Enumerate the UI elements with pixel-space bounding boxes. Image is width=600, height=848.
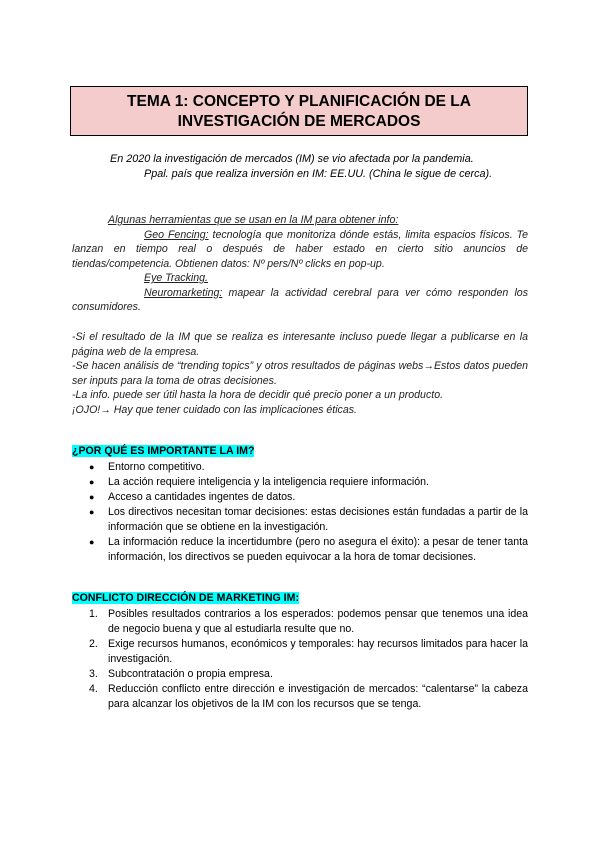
intro-line-2: Ppal. país que realiza inversión en IM: EE.UU. (China le sigue de cerca). [144,168,493,180]
title-line-1: TEMA 1: CONCEPTO Y PLANIFICACIÓN DE LA [127,93,471,110]
list-item-number: 4. [89,683,98,695]
bullet-icon: ● [89,537,95,547]
list-item-text: La información reduce la incertidumbre (pero no asegura el éxito): a pesar de tener tanta información, los directivos se pueden equivocar a la hora de tomar decisiones. [108,536,528,563]
neuromarketing-text: mapear la actividad cerebral para ver cómo responden los consumidores. [72,286,528,313]
list-item [72,475,528,490]
geo-fencing-text: tecnología que monitoriza dónde estás, limita espacios físicos. Te lanzan en tiempo real o después de haber estado en cierto sitio anuncios de tiendas/competencia. Obtienen datos: Nº pers/Nº clicks en pop-up. [72,228,528,270]
list-item [72,682,528,712]
tools-block [72,213,528,315]
list-item-number: 3. [89,668,98,680]
note-item: ¡OJO!→ Hay que tener cuidado con las implicaciones éticas. [72,403,357,416]
section-title-conflict [72,592,299,605]
neuromarketing-paragraph [72,286,528,315]
list-item-text: Los directivos necesitan tomar decisiones: estas decisiones están fundadas a partir de la información que se obtiene en la investigación. [108,506,528,533]
bullet-icon: ● [89,492,95,502]
list-item-number: 2. [89,638,98,650]
list-item-text: Reducción conflicto entre dirección e investigación de mercados: “calentarse” la cabeza para alcanzar los objetivos de la IM con los recursos que se tenga. [108,683,528,710]
importance-list [72,460,528,565]
list-item-text: La acción requiere inteligencia y la inteligencia requiere información. [108,476,429,488]
list-item [72,667,528,682]
list-item [72,535,528,565]
conflict-list [72,607,528,712]
geo-fencing-paragraph [72,228,528,272]
list-item-text: Posibles resultados contrarios a los esperados: podemos pensar que tenemos una idea de negocio buena y que al estudiarla resulte que no. [108,608,528,635]
list-item-number: 1. [89,608,98,620]
list-item [72,607,528,637]
section-title-importance [72,445,254,458]
list-item [72,490,528,505]
list-item [72,637,528,667]
intro-line-1: En 2020 la investigación de mercados (IM) se vio afectada por la pandemia. [110,153,474,165]
list-item-text: Exige recursos humanos, económicos y temporales: hay recursos limitados para hacer la investigación. [108,638,528,665]
note-item: -Se hacen análisis de “trending topics” y otros resultados de páginas webs→Estos datos pueden ser inputs para la toma de otras decisiones. [72,360,528,387]
list-item-text: Acceso a cantidades ingentes de datos. [108,491,296,503]
note-item: -Si el resultado de la IM que se realiza es interesante incluso puede llegar a publicarse en la página web de la empresa. [72,331,528,358]
geo-fencing-label: Geo Fencing: [144,228,209,241]
bullet-icon: ● [89,462,95,472]
eye-tracking-label: Eye Tracking. [144,272,208,284]
section-title-conflict-text: CONFLICTO DIRECCIÓN DE MARKETING IM: [72,592,299,604]
bullet-icon: ● [89,477,95,487]
notes-block [72,330,528,417]
list-item [72,505,528,535]
note-item: -La info. puede ser útil hasta la hora de decidir qué precio poner a un producto. [72,389,444,401]
tools-heading: Algunas herramientas que se usan en la IM para obtener info: [108,214,399,226]
list-item-text: Subcontratación o propia empresa. [108,668,273,680]
section-title-importance-text: ¿POR QUÉ ES IMPORTANTE LA IM? [72,445,255,457]
list-item [72,460,528,475]
title-line-2: INVESTIGACIÓN DE MERCADOS [177,113,421,130]
bullet-icon: ● [89,507,95,517]
title-box [70,86,528,136]
neuromarketing-label: Neuromarketing: [144,286,223,299]
list-item-text: Entorno competitivo. [108,461,205,473]
